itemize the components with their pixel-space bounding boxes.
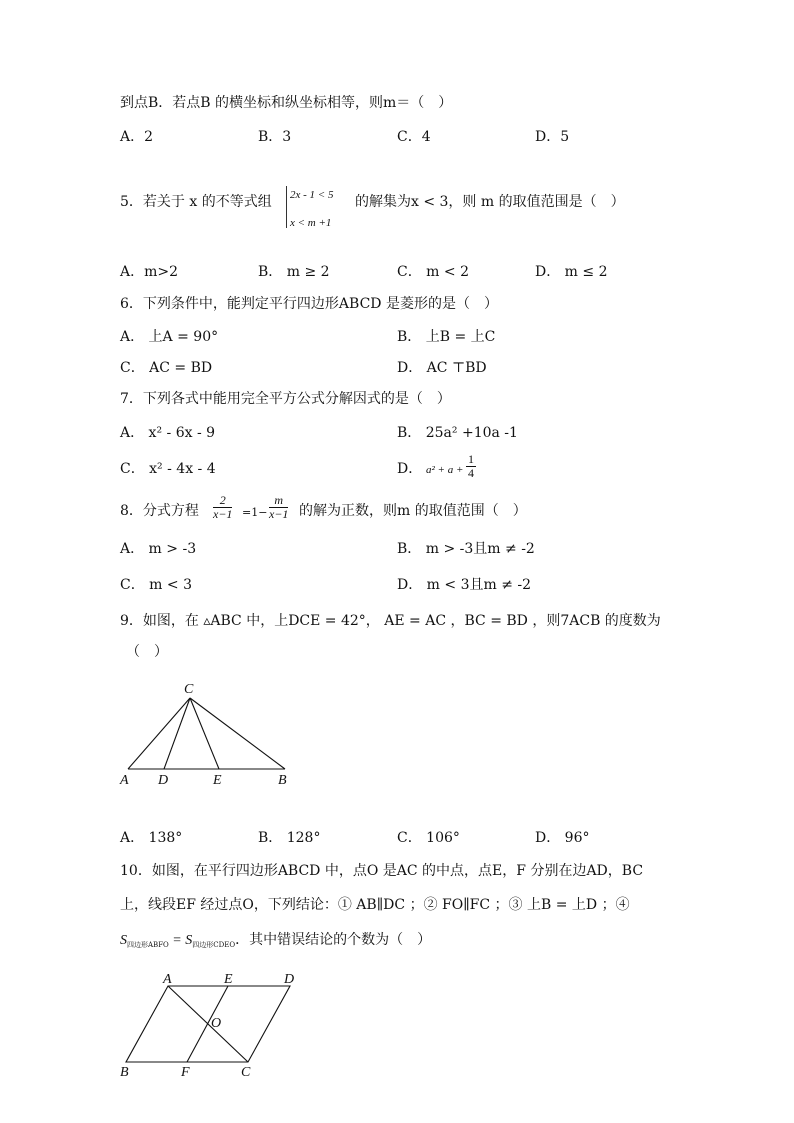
area-symbol-1: S — [120, 933, 127, 948]
q5-option-b: B． m ≥ 2 — [258, 264, 330, 280]
q9-stem-cont: （ ） — [126, 644, 168, 660]
q7-option-d-expr: a² + a + — [426, 464, 464, 476]
segment-dc — [164, 698, 190, 769]
q5-system-line2: x < m +1 — [290, 217, 332, 229]
label-e: E — [224, 972, 233, 987]
q10-line3-tail: ．其中错误结论的个数为（ ） — [235, 932, 432, 948]
area-subscript-1: 四边形ABFO — [127, 941, 169, 949]
segment-ac — [128, 698, 190, 769]
q8-option-d: D． m < 3且m ≠ -2 — [397, 577, 532, 593]
q7-option-d: D． — [397, 461, 423, 477]
q6-option-d: D． AC ⊤BD — [397, 360, 487, 376]
q4-option-a: A．2 — [120, 129, 154, 145]
q6-option-a: A． 上A = 90° — [120, 329, 219, 345]
q8-middle: =1− — [242, 506, 268, 519]
label-o: O — [211, 1016, 222, 1031]
q8-stem-prefix: 8．分式方程 — [120, 503, 199, 519]
q4-option-b: B．3 — [258, 129, 292, 145]
q8-option-b: B． m > -3且m ≠ -2 — [397, 541, 535, 557]
area-subscript-2: 四边形CDEO — [192, 941, 236, 949]
q8-option-c: C． m < 3 — [120, 577, 192, 593]
q5-stem-suffix: 的解集为x < 3，则 m 的取值范围是（ ） — [355, 194, 625, 210]
q7-option-d-den: 4 — [468, 466, 474, 480]
label-d: D — [284, 972, 295, 987]
q8-fraction1-num: 2 — [213, 494, 232, 508]
q10-line3 — [120, 931, 431, 954]
q7-option-c: C． x² - 4x - 4 — [120, 461, 216, 477]
label-c: C — [184, 682, 194, 697]
label-b: B — [120, 1065, 129, 1080]
q10-line2: 上，线段EF 经过点O，下列结论：① AB∥DC ；② FO∥FC ；③ 上B = 上D ；④ — [120, 897, 630, 913]
label-d: D — [158, 773, 169, 788]
q8-fraction2-num: m — [269, 494, 288, 508]
q5-option-c: C． m < 2 — [397, 264, 469, 280]
q9-triangle-figure — [110, 678, 310, 788]
label-a: A — [120, 773, 129, 788]
q4-stem: 到点B．若点B 的横坐标和纵坐标相等，则m＝（ ） — [120, 95, 453, 111]
label-f: F — [181, 1065, 190, 1080]
label-b: B — [278, 773, 287, 788]
q10-line1: 10．如图，在平行四边形ABCD 中，点O 是AC 的中点，点E，F 分别在边AD，BC — [120, 863, 644, 879]
q7-option-b: B． 25a² +10a -1 — [397, 425, 518, 441]
q5-option-d: D． m ≤ 2 — [535, 264, 608, 280]
q5-system-line1: 2x - 1 < 5 — [290, 189, 334, 201]
label-a: A — [163, 972, 172, 987]
q4-option-d: D．5 — [535, 129, 570, 145]
q6-option-c: C． AC = BD — [120, 360, 213, 376]
q8-fraction2 — [269, 494, 288, 521]
q7-option-a: A． x² - 6x - 9 — [120, 425, 216, 441]
q7-option-d-fraction — [466, 453, 476, 480]
q9-stem: 9．如图，在 ▵ABC 中，上DCE = 42°， AE = AC ，BC = BD ，则7ACB 的度数为 — [120, 613, 661, 629]
q8-fraction1-den: x−1 — [213, 507, 233, 521]
q7-option-d-num: 1 — [468, 452, 474, 466]
q6-option-b: B． 上B = 上C — [397, 329, 496, 345]
q7-stem: 7．下列各式中能用完全平方公式分解因式的是（ ） — [120, 391, 451, 407]
q9-option-a: A． 138° — [120, 830, 183, 846]
q8-fraction2-den: x−1 — [269, 507, 289, 521]
q9-option-b: B． 128° — [258, 830, 321, 846]
q9-option-c: C． 106° — [397, 830, 460, 846]
segment-ef — [187, 986, 228, 1062]
q8-stem-suffix: 的解为正数，则m 的取值范围（ ） — [299, 503, 527, 519]
q6-stem: 6．下列条件中，能判定平行四边形ABCD 是菱形的是（ ） — [120, 296, 498, 312]
label-c: C — [241, 1065, 251, 1080]
q5-option-a: A．m>2 — [120, 264, 179, 280]
q8-fraction1 — [213, 494, 232, 521]
q10-parallelogram-figure — [112, 970, 312, 1082]
q4-option-c: C．4 — [397, 129, 431, 145]
q5-stem-prefix: 5．若关于 x 的不等式组 — [120, 194, 272, 210]
q8-option-a: A． m > -3 — [120, 541, 197, 557]
area-equals: = S — [168, 933, 193, 948]
label-e: E — [213, 773, 222, 788]
q9-option-d: D． 96° — [535, 830, 590, 846]
